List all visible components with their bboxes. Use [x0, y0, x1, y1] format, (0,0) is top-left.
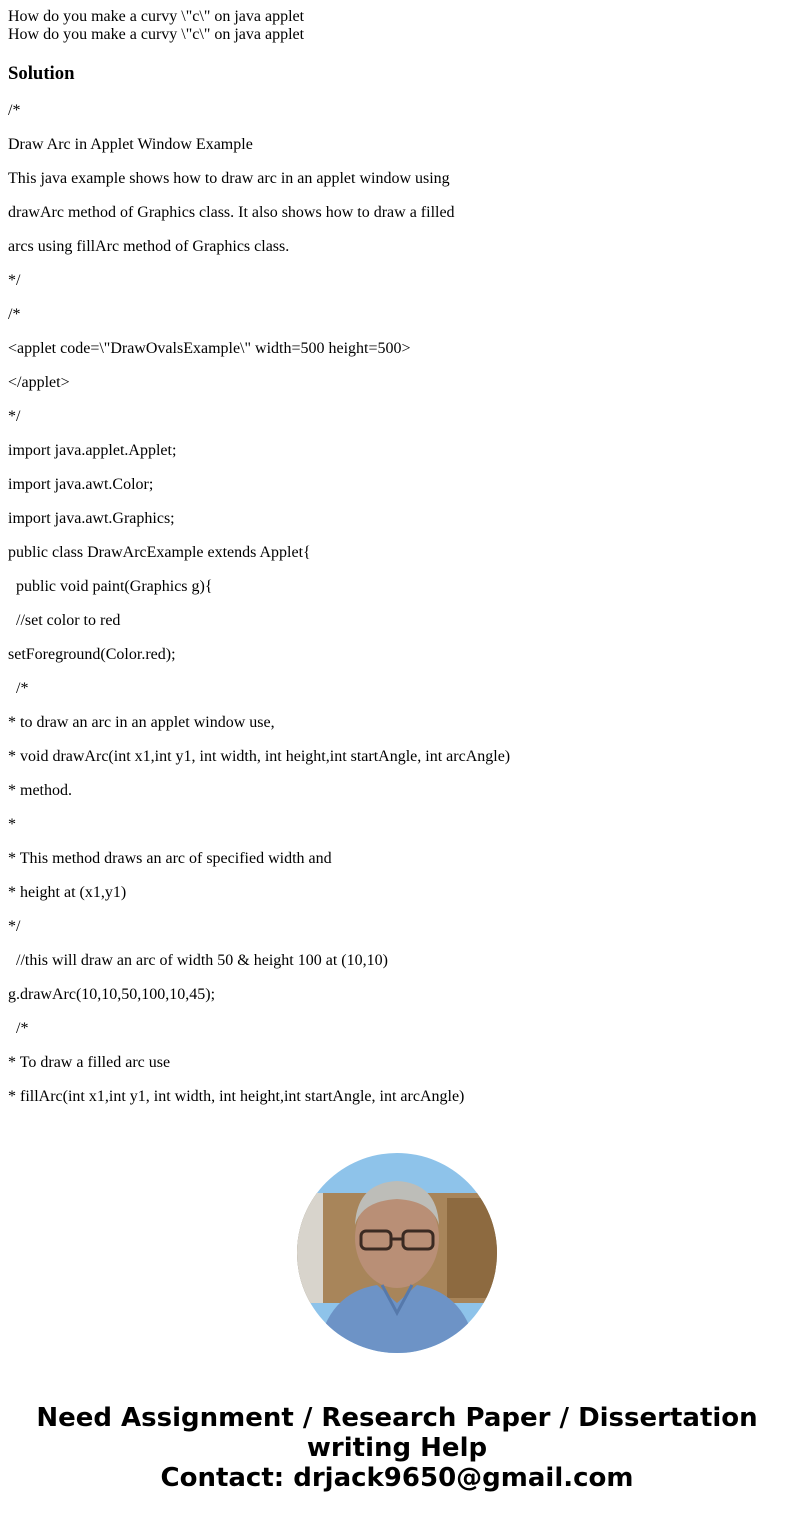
code-line: This java example shows how to draw arc in an applet window using: [8, 170, 450, 187]
code-line: *: [8, 816, 16, 833]
code-line: * To draw a filled arc use: [8, 1054, 171, 1071]
code-line: arcs using fillArc method of Graphics class.: [8, 238, 290, 255]
code-line: //set color to red: [8, 612, 121, 629]
code-line: */: [8, 272, 21, 289]
author-avatar: [297, 1153, 497, 1353]
code-line: * fillArc(int x1,int y1, int width, int height,int startAngle, int arcAngle): [8, 1088, 465, 1105]
code-line: setForeground(Color.red);: [8, 646, 176, 663]
code-line: * to draw an arc in an applet window use,: [8, 714, 275, 731]
code-line: * method.: [8, 782, 72, 799]
code-line: //this will draw an arc of width 50 & height 100 at (10,10): [8, 952, 388, 969]
code-line: * This method draws an arc of specified width and: [8, 850, 332, 867]
solution-code-lines: [8, 100, 510, 1120]
code-line: </applet>: [8, 374, 70, 391]
question-title: How do you make a curvy \"c\" on java applet: [8, 8, 305, 25]
question-title-repeat: How do you make a curvy \"c\" on java applet: [8, 26, 305, 43]
code-line: */: [8, 918, 21, 935]
code-line: g.drawArc(10,10,50,100,10,45);: [8, 986, 216, 1003]
code-line: /*: [8, 102, 21, 119]
code-line: */: [8, 408, 21, 425]
code-line: /*: [8, 306, 21, 323]
code-line: Draw Arc in Applet Window Example: [8, 136, 253, 153]
contact-email: Contact: drjack9650@gmail.com: [160, 1463, 634, 1493]
code-line: public class DrawArcExample extends Applet{: [8, 544, 311, 561]
code-line: <applet code=\"DrawOvalsExample\" width=500 height=500>: [8, 340, 411, 357]
code-line: import java.awt.Color;: [8, 476, 154, 493]
code-line: /*: [8, 1020, 29, 1037]
promo-line: writing Help: [306, 1433, 488, 1463]
code-line: * height at (x1,y1): [8, 884, 127, 901]
code-line: drawArc method of Graphics class. It also shows how to draw a filled: [8, 204, 455, 221]
code-line: public void paint(Graphics g){: [8, 578, 213, 595]
promo-banner: [0, 1403, 794, 1493]
code-line: /*: [8, 680, 29, 697]
code-line: import java.awt.Graphics;: [8, 510, 175, 527]
code-line: * void drawArc(int x1,int y1, int width, int height,int startAngle, int arcAngle): [8, 748, 511, 765]
author-portrait-icon: [297, 1153, 497, 1353]
code-line: import java.applet.Applet;: [8, 442, 177, 459]
solution-heading: Solution: [8, 63, 75, 84]
promo-line: Need Assignment / Research Paper / Dissertation: [36, 1403, 758, 1433]
